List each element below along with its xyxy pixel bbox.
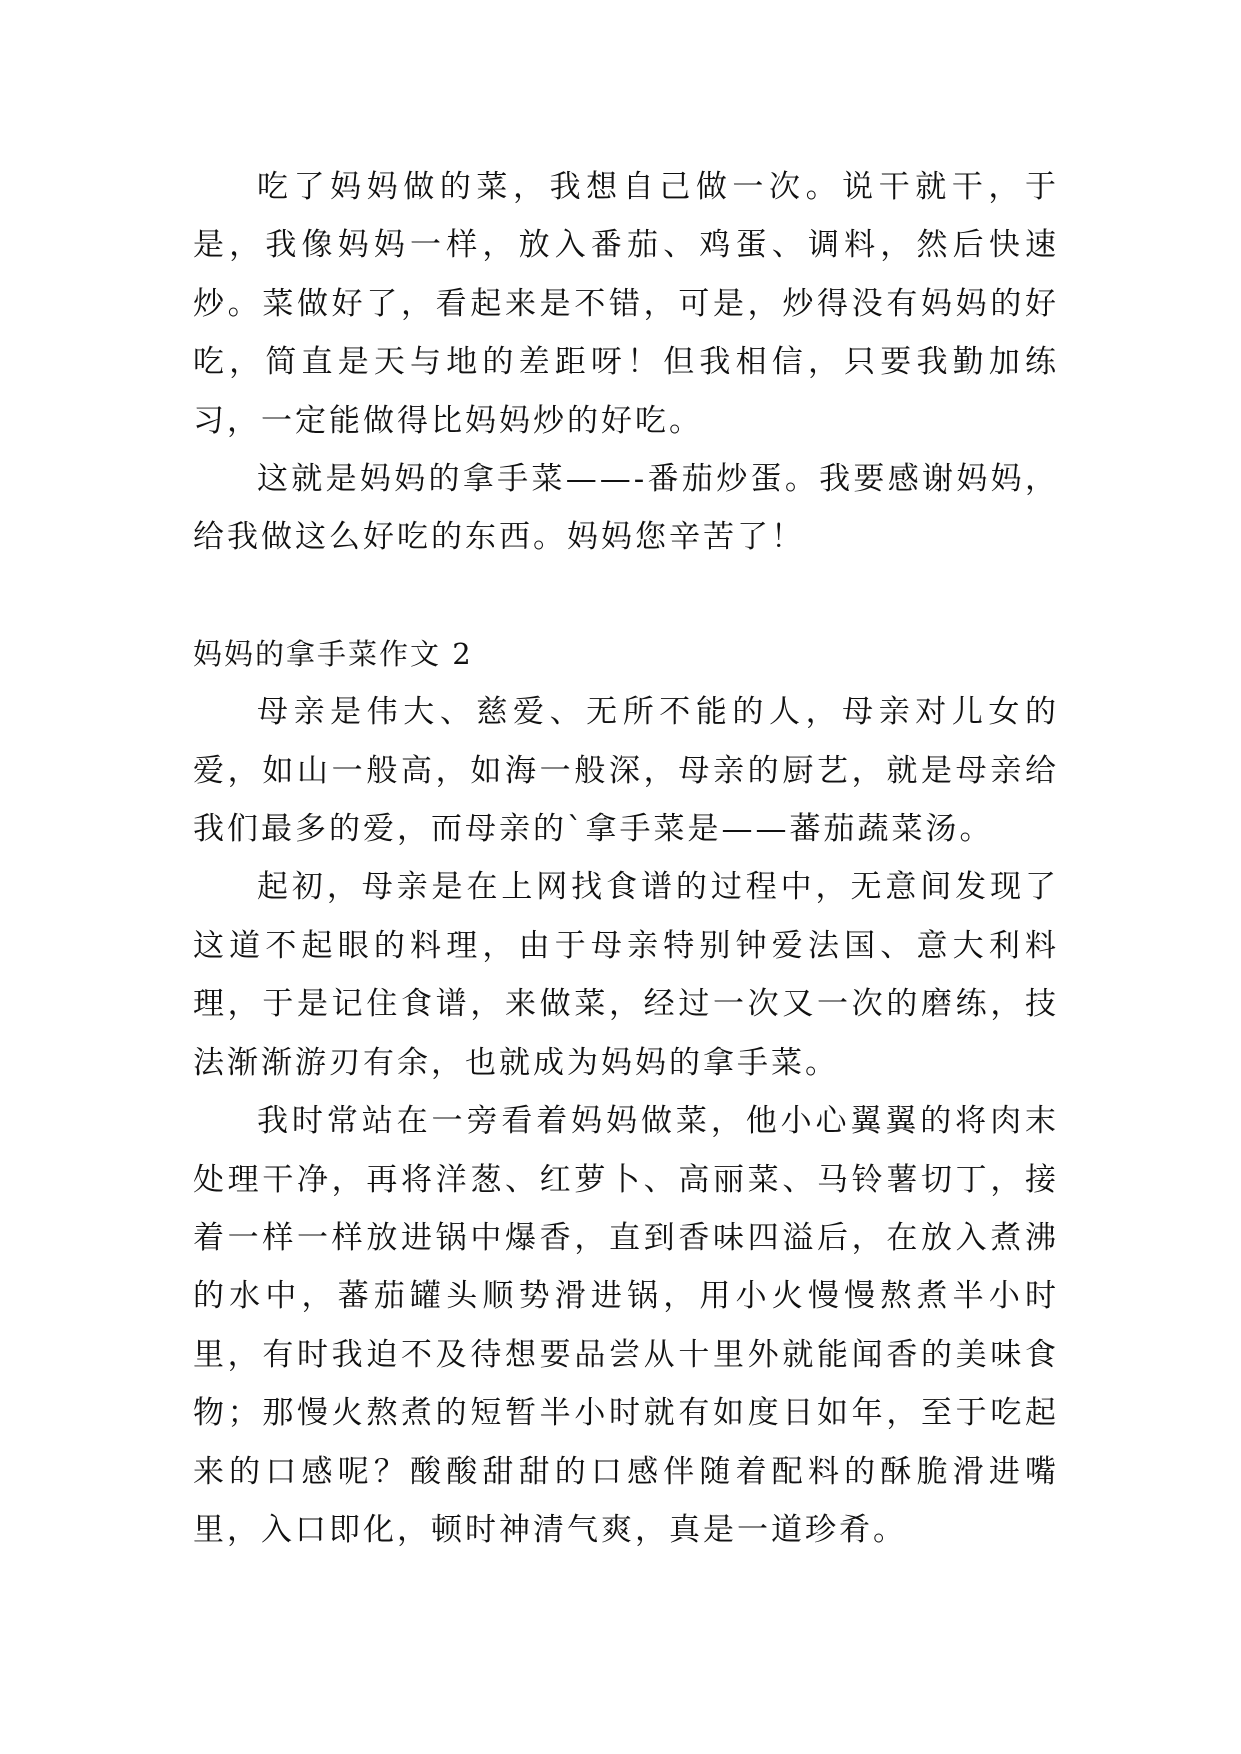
paragraph: 吃了妈妈做的菜，我想自己做一次。说干就干，于是，我像妈妈一样，放入番茄、鸡蛋、调料，然后快速炒。菜做好了，看起来是不错，可是，炒得没有妈妈的好吃，简直是天与地的差距呀！但我相信，只要我勤加练习，一定能做得比妈妈炒的好吃。 (193, 169, 1059, 439)
paragraph: 我时常站在一旁看着妈妈做菜，他小心翼翼的将肉末处理干净，再将洋葱、红萝卜、高丽菜、马铃薯切丁，接着一样一样放进锅中爆香，直到香味四溢后，在放入煮沸的水中，蕃茄罐头顺势滑进锅，用小火慢慢熬煮半小时里，有时我迫不及待想要品尝从十里外就能闻香的美味食物；那慢火熬煮的短暂半小时就有如度日如年，至于吃起来的口感呢？酸酸甜甜的口感伴随着配料的酥脆滑进嘴里，入口即化，顿时神清气爽，真是一道珍肴。 (193, 1103, 1059, 1548)
paragraph: 起初，母亲是在上网找食谱的过程中，无意间发现了这道不起眼的料理，由于母亲特别钟爱法国、意大利料理，于是记住食谱，来做菜，经过一次又一次的磨练，技法渐渐游刃有余，也就成为妈妈的拿手菜。 (193, 869, 1059, 1081)
paragraph: 这就是妈妈的拿手菜——-番茄炒蛋。我要感谢妈妈，给我做这么好吃的东西。妈妈您辛苦了！ (193, 461, 1059, 556)
paragraph: 母亲是伟大、慈爱、无所不能的人，母亲对儿女的爱，如山一般高，如海一般深，母亲的厨艺，就是母亲给我们最多的爱，而母亲的`拿手菜是——蕃茄蔬菜汤。 (193, 694, 1059, 848)
section-gap (193, 567, 1059, 625)
document-body (193, 158, 1059, 1559)
section-heading: 妈妈的拿手菜作文 2 (193, 636, 473, 671)
